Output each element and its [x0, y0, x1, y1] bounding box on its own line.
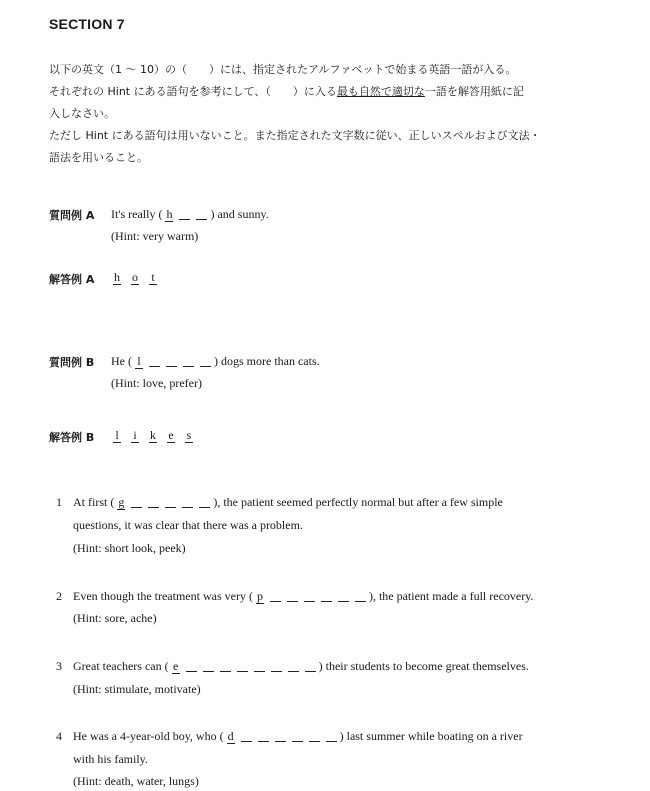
answer-blank [338, 600, 349, 602]
answer-blank [287, 600, 298, 602]
answer-letter: i [131, 429, 139, 443]
instruction-line-4: ただし Hint にある語句は用いないこと。また指定された文字数に従い、正しいスペルおよび文法・ [49, 129, 541, 142]
question-4-hint: (Hint: death, water, lungs) [73, 774, 199, 788]
question-4-first-letter: d [227, 729, 234, 743]
answer-blank [182, 506, 193, 508]
question-4-after: ) last summer while boating on a river [339, 729, 523, 743]
question-number: 3 [56, 659, 62, 673]
question-4-continuation: with his family. [73, 752, 148, 766]
answer-blank [203, 670, 214, 672]
answer-blank [275, 740, 286, 742]
instruction-line-2 [49, 84, 524, 99]
example-b-answer-label: 解答例 B [49, 431, 95, 444]
answer-blank [186, 670, 197, 672]
question-number: 2 [56, 589, 62, 603]
example-b-after: ) dogs more than cats. [214, 354, 320, 368]
question-2-sentence [73, 589, 533, 604]
instruction-line-3: 入しなさい。 [49, 107, 115, 120]
example-a-after: ) and sunny. [210, 207, 269, 221]
question-3-before: Great teachers can ( [73, 659, 169, 673]
answer-blank [179, 218, 190, 220]
example-b-before: He ( [111, 354, 132, 368]
instruction-line-2-end: 一語を解答用紙に記 [424, 85, 524, 98]
answer-letter: s [186, 428, 192, 442]
question-1-sentence [73, 495, 503, 510]
example-a-first-letter: h [166, 207, 173, 221]
answer-letter: e [168, 428, 174, 442]
example-b-blanks [146, 354, 214, 368]
question-1-before: At first ( [73, 495, 115, 509]
answer-blank [199, 506, 210, 508]
instruction-line-1: 以下の英文（1 ～ 10）の（ ）には、指定されたアルファベットで始まる英語一語が入る。 [49, 63, 517, 76]
question-3-blanks [183, 659, 319, 673]
answer-blank [271, 670, 282, 672]
question-1-continuation: questions, it was clear that there was a problem. [73, 518, 303, 532]
answer-blank [165, 506, 176, 508]
answer-blank [183, 365, 194, 367]
question-2-hint: (Hint: sore, ache) [73, 611, 157, 625]
answer-blank [258, 740, 269, 742]
answer-letter: o [132, 270, 138, 284]
question-2-after: ), the patient made a full recovery. [368, 589, 534, 603]
answer-letter: t [149, 271, 157, 285]
question-number: 4 [56, 729, 62, 743]
answer-blank [149, 365, 160, 367]
question-4-blanks [238, 729, 340, 743]
answer-letter: k [150, 428, 156, 442]
question-4-before: He was a 4-year-old boy, who ( [73, 729, 224, 743]
example-a-hint: (Hint: very warm) [111, 229, 199, 243]
answer-blank [321, 600, 332, 602]
answer-blank [355, 600, 366, 602]
answer-blank [254, 670, 265, 672]
answer-letter: l [113, 429, 121, 443]
example-b-answer [113, 428, 203, 443]
example-a-sentence [111, 207, 269, 222]
answer-blank [148, 506, 159, 508]
example-a-before: It's really ( [111, 207, 163, 221]
answer-blank [270, 600, 281, 602]
question-2-first-letter: p [256, 589, 263, 603]
answer-blank [220, 670, 231, 672]
question-1-after: ), the patient seemed perfectly normal but after a few simple [213, 495, 503, 509]
instruction-line-2-start: それぞれの Hint にある語句を参考にして、（ ）に入る [49, 85, 337, 98]
answer-blank [196, 218, 207, 220]
answer-blank [166, 365, 177, 367]
instruction-emphasis: 最も自然で適切な [336, 85, 425, 98]
question-number: 1 [56, 495, 62, 509]
answer-blank [326, 740, 337, 742]
answer-letter: h [114, 270, 120, 284]
answer-blank [288, 670, 299, 672]
answer-blank [200, 365, 211, 367]
section-title: SECTION 7 [49, 16, 125, 32]
question-1-blanks [128, 495, 213, 509]
question-3-sentence [73, 659, 529, 674]
question-3-after: ) their students to become great themselves. [318, 659, 529, 673]
question-3-first-letter: e [172, 659, 179, 673]
example-a-answer-label: 解答例 A [49, 273, 95, 286]
question-1-hint: (Hint: short look, peek) [73, 541, 186, 555]
answer-blank [292, 740, 303, 742]
example-b-sentence [111, 354, 320, 369]
question-3-hint: (Hint: stimulate, motivate) [73, 682, 201, 696]
example-b-hint: (Hint: love, prefer) [111, 376, 202, 390]
question-2-before: Even though the treatment was very ( [73, 589, 253, 603]
question-2-blanks [267, 589, 369, 603]
answer-blank [304, 600, 315, 602]
answer-blank [237, 670, 248, 672]
answer-blank [241, 740, 252, 742]
question-1-first-letter: g [118, 495, 125, 509]
answer-blank [131, 506, 142, 508]
example-b-question-label: 質問例 B [49, 356, 95, 369]
answer-blank [305, 670, 316, 672]
example-a-question-label: 質問例 A [49, 209, 95, 222]
answer-blank [309, 740, 320, 742]
example-b-first-letter: l [135, 355, 143, 369]
question-4-sentence [73, 729, 523, 744]
example-a-blanks [176, 207, 210, 221]
example-a-answer [113, 270, 167, 285]
instruction-line-5: 語法を用いること。 [49, 151, 148, 164]
